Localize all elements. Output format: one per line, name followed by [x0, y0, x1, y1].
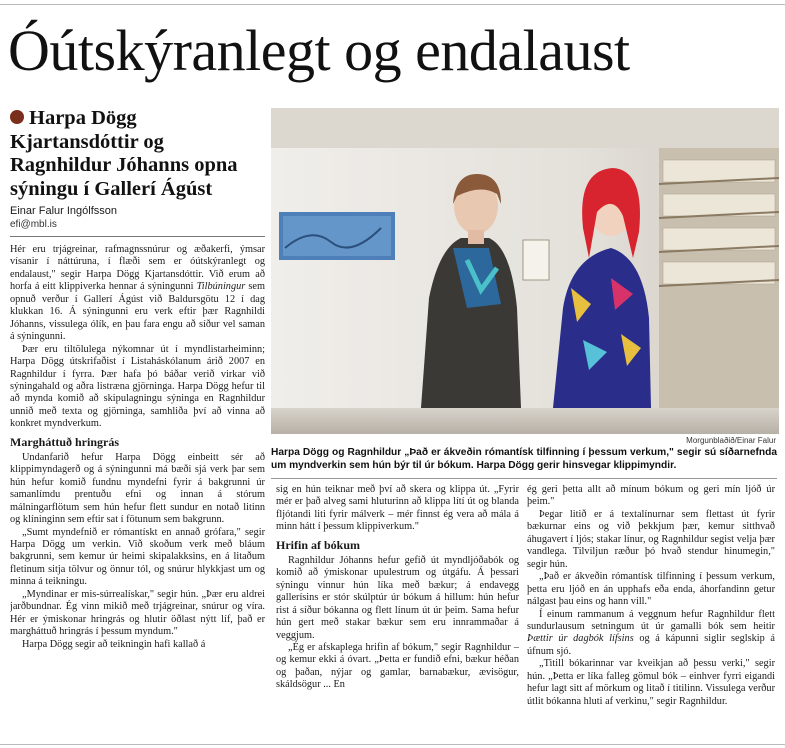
book-title: Þættir úr dagbók lífsins: [527, 633, 634, 645]
paragraph: Þær eru tiltölulega nýkomnar út í myndlistarheiminn; Harpa Dögg útskrifaðist í Listaháskólanum árið 2007 en Ragnhildur í fyrra. Þær hafa þó báðar verið virkar við sýningahald og aðra listræna gjörninga. Harpa Dögg hefur til að mynda komið að skipulagningu sýninga en Ragnhildur unnið með texta og gjörninga, samhliða því að vinna að konkret myndverkum.: [10, 343, 265, 430]
subheading: Hrifin af bókum: [276, 537, 361, 552]
deck-text: Harpa Dögg Kjartansdóttir og Ragnhildur Jóhanns opna sýningu í Gallerí Ágúst: [10, 107, 238, 200]
paragraph-text: Hér eru trjágreinar, rafmagnssnúrur og æðakerfi, ýmsar vísanir í náttúruna, í flæði sem er óútskýranlegt og endalaust," segir Harpa Dögg Kjartansdóttir. Við erum að horfa á eitt klippiverka hennar á sýningunni: [10, 244, 265, 293]
caption-rule: [271, 478, 777, 479]
paragraph: [527, 609, 775, 659]
paragraph: Undanfarið hefur Harpa Dögg einbeitt sér að klippimyndagerð og á sýningunni má bæði sjá verk þar sem hún hefur komið fundnu myndefni fyrir á bakgrunni úr samanlímdu prentuðu efni og innan á stórum málningarflötum sem hún hefur flett sundur en notað litinn og klíninginn sem eftir sat í fötunum sem bakgrunn.: [10, 451, 265, 526]
subheading: Margháttuð hringrás: [10, 434, 119, 449]
top-rule: [0, 4, 785, 5]
paragraph-text: sem opnuð verður í Gallerí Ágúst við Baldursgötu 12 í dag klukkan 16. Á sýningunni eru verk eftir þær Ragnhildi Jóhanns, vissulega ólík, en þau fara engu að síður vel saman á sýningunni.: [10, 281, 265, 343]
article-column-3: [527, 484, 775, 744]
byline-email: efi@mbl.is: [10, 219, 57, 230]
caption-text: „Það er ákveðin rómantísk tilfinning í þessum verkum," segir sú síðarnefnda um myndverkin sem hún býr til úr bókum. Harpa Dögg gerir hinsvegar klippimyndir.: [271, 447, 777, 471]
paragraph-text: Í einum rammanum á veggnum hefur Ragnhildur flett sundurlausum setningum út úr gamalli bók sem heitir: [527, 608, 775, 632]
paragraph: sig en hún teiknar með því að skera og klippa út. „Fyrir mér er það alveg sami hluturinn að klippa lítí út og blanda fljótandi liti fyrir málverk – mér finnst ég vera að mála á minn hátt í þessum klippiverkum.": [276, 484, 519, 533]
deck: [10, 107, 265, 201]
bottom-rule: [0, 744, 785, 745]
byline: [10, 204, 265, 232]
article-column-1: [10, 244, 265, 742]
paragraph: Þegar litið er á textalínurnar sem flettast út fyrir bækurnar eins og við þekkjum þær, kemur sitthvað áhugavert í ljós; stakar línur, og Ragnhildur segist velja þær vandlega. Tilviljun ræður þó hvað stendur hinumegin," segir hún.: [527, 508, 775, 570]
article-photo: [271, 108, 779, 434]
paragraph-text: og á kápunni siglir seglskip á úfnum sjó.: [527, 633, 775, 657]
exhibition-title: Tilbúningur: [196, 281, 246, 293]
paragraph: ég geri þetta allt að mínum bókum og geri mín ljóð úr þeim.": [527, 484, 775, 508]
photo-credit: Morgunblaðið/Einar Falur: [686, 436, 776, 445]
paragraph: „Sumt myndefnið er rómantískt en annað grófara," segir Harpa Dögg um verkin. Við skoðum verk með bláum bakgrunni, sem kemur úr heimi skipalakksins, en á litaðum fletinum sitja tölvur og önnur tól, og snúrur hlykkjast um og minna á teikningu.: [10, 526, 265, 588]
byline-author: Einar Falur Ingólfsson: [10, 205, 117, 217]
article-column-2: [276, 484, 519, 744]
paragraph: „Það er ákveðin rómantísk tilfinning í þessum verkum, þetta eru ljóð en án upphafs eða enda, áhorfandinn getur nálgast þau eins og hann vill.": [527, 571, 775, 608]
byline-rule: [10, 236, 265, 237]
paragraph: [10, 244, 265, 344]
photo-caption: [271, 447, 777, 472]
deck-bullet-icon: [10, 110, 24, 124]
paragraph: „Myndinar er mis-súrrealískar," segir hún. „Þær eru aldrei jarðbundnar. Ég vinn mikið með trjágreinar, snúrur og víra. Hér er ýmiskonar hringrás og hlutir öðlast nýtt líf, það er margháttuð hringrás í þessum myndum.": [10, 588, 265, 638]
paragraph: „Ég er afskaplega hrifin af bókum," segir Ragnhildur – og kemur ekki á óvart. „Þetta er fundið efni, bækur héðan og þaðan, nýjar og gamlar, barnabækur, ævisögur, skáldsögur ... En: [276, 641, 519, 691]
paragraph: „Titill bókarinnar var kveikjan að þessu verki," segir hún. „Þetta er líka falleg gömul bók – einhver fyrri eigandi hefur lagt sitt af mörkum og litað í titilinn. Vissulega verður útlit bókanna hluti af verkinu," segir Ragnhildur.: [527, 658, 775, 707]
photo-illustration: [271, 108, 779, 434]
paragraph: Ragnhildur Jóhanns hefur gefið út myndljóðabók og komið að ýmiskonar upulestrum og útgáfu. Á þessari sýningu vinnur hún líka með bækur; á endavegg gallerísins er stór skúlptúr úr bókum á hillum: hún hefur rist á síður bókanna og flett línum út úr þeim. Sama hefur hún gert með stakar bækur sem eru innrammaðar á veggjum.: [276, 554, 519, 641]
headline: Óútskýranlegt og endalaust: [8, 18, 630, 83]
paragraph: Harpa Dögg segir að teikningin hafi kallað á: [22, 638, 206, 650]
caption-lead: Harpa Dögg og Ragnhildur: [271, 447, 402, 458]
